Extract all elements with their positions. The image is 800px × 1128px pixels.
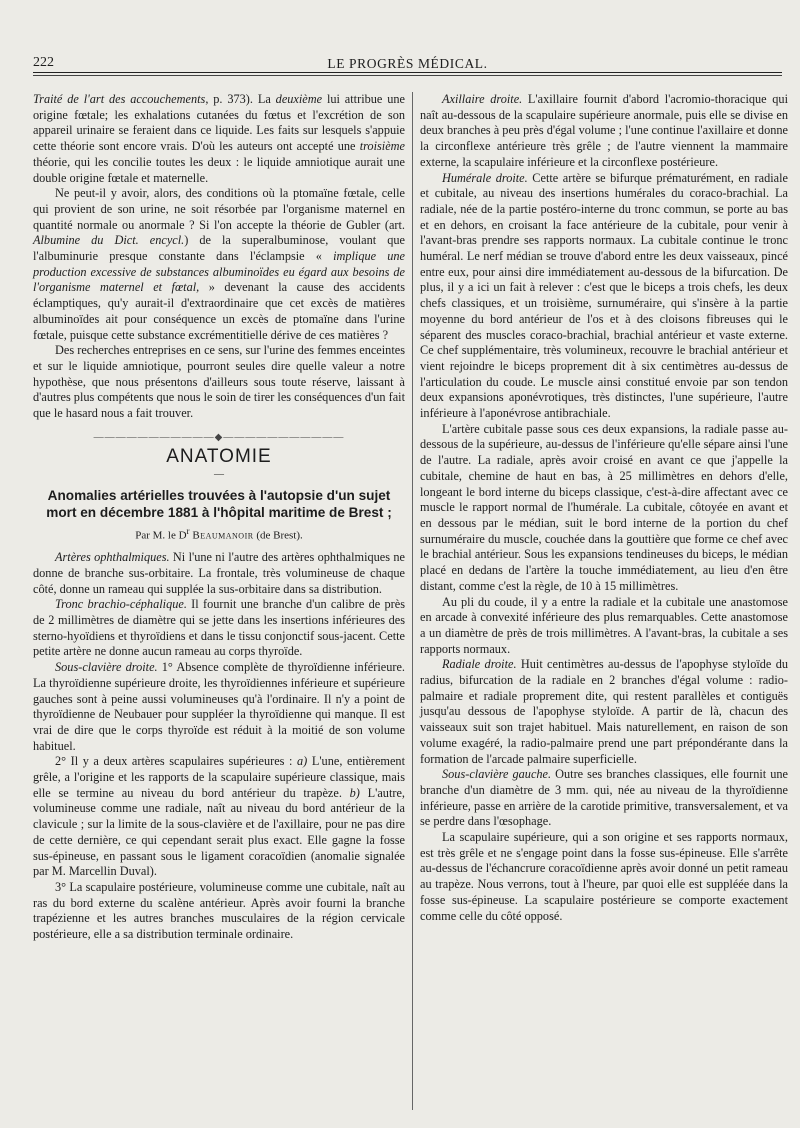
text: Des recherches entreprises en ce sens, sur l'urine des femmes enceintes et sur le liquide amniotique, pourront seules dire quelle valeur a notre hypothèse, que nous présentons d'ailleurs sous toute réserve, laissant à d'autres plus compétents que nous le soin de tirer les conséquences d'un fait que le hasard nous a fait trouver. (33, 343, 405, 421)
subheading: Axillaire droite. (442, 92, 523, 106)
ornament-rule: ―――――――――――◆――――――――――― (93, 431, 345, 443)
text: 2° Il y a deux artères scapulaires supérieures : (55, 754, 298, 769)
text: Outre ses branches classiques, elle fournit une branche d'un diamètre de 3 mm. qui, née au niveau de la thyroïdienne inférieure, passe en arrière de la carotide primitive, transversalement, et va se perdre dans l'œsophage. (420, 767, 788, 829)
header-rule (33, 72, 782, 73)
paragraph (420, 171, 788, 422)
divider: — (214, 469, 224, 481)
text: Albumine du Dict. encycl. (33, 233, 185, 248)
text: L'axillaire fournit d'abord l'acromio-thoracique qui naît au-dessous de la scapulaire supérieure anormale, puis elle se divise en deux branches à peu près d'égal volume ; l'une continue l'axillaire et donne la circonflexe antérieure très grêle ; de l'autre viennent la mammaire externe, la scapulaire inférieure et la circonflexe postérieure. (420, 92, 789, 169)
section-title: ANATOMIE (166, 446, 272, 468)
paragraph (420, 595, 788, 658)
text: théorie, qui les concilie toutes les deux : le liquide amniotique aurait une double origine fœtale et maternelle. (33, 154, 405, 185)
text: L'une, entièrement grêle, a l'origine et les rapports de la scapulaire supérieure classique, mais elle se termine au niveau du bord antérieur du trapèze. (33, 754, 405, 800)
paragraph (33, 343, 405, 422)
paragraph (33, 550, 405, 597)
text: » devenant la cause des accidents éclamptiques, qu'y aurait-il d'extraordinaire que cet excès de matières albuminoïdes ait pour conséquence un excès de ptomaïne dans l'urine fœtale, puisque cette substance excrémentitielle dérive de ces matières ? (33, 280, 405, 342)
subheading: Radiale droite. (442, 657, 517, 672)
text: Ne peut-il y avoir, alors, des conditions où la ptomaïne fœtale, celle qui provient de son urine, ne soit résorbée par l'organisme maternel en quantité normale ou anormale ? Si l'on accepte la théorie de Gubler (art. (33, 186, 405, 232)
paragraph (420, 422, 788, 595)
text: deuxième (275, 92, 323, 106)
text: L'artère cubitale passe sous ces deux expansions, la radiale passe au-dessous de la supérieure, au-dessus de l'inférieure qu'elle sépare ainsi l'une de l'autre. La radiale, après avoir croisé en avant ce que j'appelle la cubitale, chemine de haut en bas, à 25 millimètres en dehors d'elle, longeant le bord interne du biceps classique, c'est-à-dire affectant avec ce muscle le rapport normal de l'humérale. La cubitale, côtoyée en avant et en dessous par le médian, suit le bord interne de la portion du chef surnuméraire du muscle, couchée dans la gouttière que forme ce chef avec le brachial antérieur. Sous les expansions tendineuses du biceps, le médian placé en dedans de l'artère la touche immédiatement, au lieu d'en être distant, comme c'est la règle, de 10 à 15 millimètres. (420, 421, 788, 593)
text: 3° La scapulaire postérieure, volumineuse comme une cubitale, naît au ras du bord externe du scalène antérieur. Après avoir fourni la branche trapézienne et les autres branches musculaires de la région cervicale postérieure, elle a sa distribution terminale ordinaire. (33, 880, 405, 942)
text: lui attribue une origine fœtale; les exhalations cutanées du fœtus et l'excrétion de son appareil urinaire se feraient dans ce liquide. Les faits sur lesquels s'appuie cette théorie sont encore vrais. D'où les auteurs ont accepté une (33, 92, 405, 154)
subheading: Sous-clavière droite. (55, 660, 158, 675)
right-column (420, 92, 788, 924)
page-number: 222 (33, 55, 54, 70)
paragraph (420, 767, 788, 830)
text: b) (349, 785, 360, 800)
text: Huit centimètres au-dessus de l'apophyse styloïde du radius, bifurcation de la radiale en 2 branches d'égal volume : radio-palmaire et radiale proprement dite, qui restent parallèles et contiguës jusqu'au dessous de l'apophyse styloïde. A partir de là, chacun des vaisseaux suit son trajet habituel. Mais naturellement, en raison de son volume exagéré, la radio-palmaire prend une part prépondérante dans la formation de l'arcade palmaire superficielle. (420, 657, 788, 766)
paragraph (420, 830, 788, 924)
article-title: Anomalies artérielles trouvées à l'autopsie d'un sujet mort en décembre 1881 à l'hôpital maritime de Brest ; (46, 487, 392, 520)
subheading: Tronc brachio-céphalique. (55, 597, 187, 612)
text: troisième (359, 139, 405, 154)
text: r (186, 525, 190, 536)
text: 1° Absence complète de thyroïdienne inférieure. La thyroïdienne supérieure droite, les thyroïdiennes inférieure et supérieure gauches sont à peine aussi volumineuses qu'à l'ordinaire. Il n'y a point de thyroïdienne de Neubauer pour suppléer la thyroïdienne qui manque. Il est vrai de dire que le corps thyroïde est réduit à la moitié de son volume habituel. (33, 660, 405, 753)
paragraph (33, 597, 405, 660)
paragraph (33, 880, 405, 943)
subheading: Sous-clavière gauche. (442, 767, 552, 782)
paragraph (33, 660, 405, 754)
author-name: Beaumanoir (192, 529, 254, 542)
text: Au pli du coude, il y a entre la radiale et la cubitale une anastomose en arcade à convexité inférieure des plus remarquables. Cette anastomose a un diamètre de près de trois millimètres. A l'avant-bras, la cubitale a ses rapports normaux. (420, 594, 788, 656)
text: Par M. le D (135, 529, 187, 542)
header-rule-thin (33, 75, 782, 76)
paragraph (420, 657, 788, 767)
paragraph (33, 92, 405, 186)
column-divider (412, 92, 413, 1110)
text: ) de la superalbuminose, voulant que l'albuminurie presque constante dans l'éclampsie « (33, 233, 405, 264)
paragraph (420, 92, 788, 171)
text: , p. 373). La (205, 92, 276, 106)
text: Ni l'une ni l'autre des artères ophthalmiques ne donne de branche sus-orbitaire. La frontale, très volumineuse de chaque côté, donne un rameau qui supplée la sus-orbitaire dans sa distribution. (33, 550, 405, 596)
left-column (33, 92, 405, 943)
subheading: Artères ophthalmiques. (55, 550, 170, 565)
text: (de Brest). (253, 529, 303, 542)
byline (33, 524, 405, 544)
text: Cette artère se bifurque prématurément, en radiale et cubitale, au niveau des insertions humérales du coraco-brachial. La radiale, née de la partie postéro-interne du tronc commun, se porte au bas et en dehors, en croisant la face antérieure de la cubitale, pour venir à l'avant-bras prendre ses rapports normaux. La cubitale continue le tronc huméral. Le nerf médian se trouve d'abord entre les deux vaisseaux, pincé entre eux, pour ainsi dire immédiatement au-dessous de la bifurcation. De plus, il y a ici un fait à relever : c'est que le biceps a trois chefs, les deux chefs classiques, et un troisième, surnuméraire, qui s'insère à la partie moyenne du bord antérieur de l'os et à des cloisons fibreuses qui le séparent des muscles coraco-brachial, brachial antérieur et vaste externe. Ce chef supplémentaire, très volumineux, recouvre le brachial antérieur et vient rejoindre le biceps proprement dit à six centimètres au-dessus de l'articulation du coude. Le muscle ainsi constitué envoie par son tendon deux expansions aponévrotiques, très distinctes, l'une supérieure, l'autre inférieure à l'aponévrose antibrachiale. (420, 170, 788, 421)
paragraph (33, 754, 405, 880)
text: Il fournit une branche d'un calibre de près de 2 millimètres de diamètre qui se jette dans les insertions inférieures des sterno-hyoïdiens et thyroïdiens et dans le tissu conjonctif sous-jacent. Cette petite artère ne donne aucun rameau au corps thyroïde. (33, 597, 405, 659)
book-title: Traité de l'art des accouchements (33, 92, 206, 106)
paragraph (33, 186, 405, 343)
text: La scapulaire supérieure, qui a son origine et ses rapports normaux, est très grêle et ne s'engage point dans la fosse sus-épineuse. Elle s'arrête au-dessus de l'échancrure coracoïdienne après avoir donné un petit rameau au trapèze. Nous verrons, tout à l'heure, par quoi elle est suppléée dans la fosse sus-épineuse. La scapulaire postérieure se comporte exactement comme celle du côté opposé. (420, 830, 788, 923)
journal-title: LE PROGRÈS MÉDICAL. (327, 56, 488, 71)
text: a) (297, 754, 308, 769)
text: L'autre, volumineuse comme une radiale, naît au niveau du bord antérieur de la clavicule ; sur la limite de la sous-clavière et de l'axillaire, pour ne pas dire de cette dernière, ce qui cependant serait plus exact. Elle gagne la fosse sus-épineuse, en passant sous le ligament coracoïdien (anomalie signalée par M. Marcellin Duval). (33, 785, 405, 879)
quotation: implique une production excessive de substances albuminoïdes eu égard aux besoins de l'organisme maternel et fœtal, (33, 249, 405, 295)
subheading: Humérale droite. (442, 170, 528, 185)
